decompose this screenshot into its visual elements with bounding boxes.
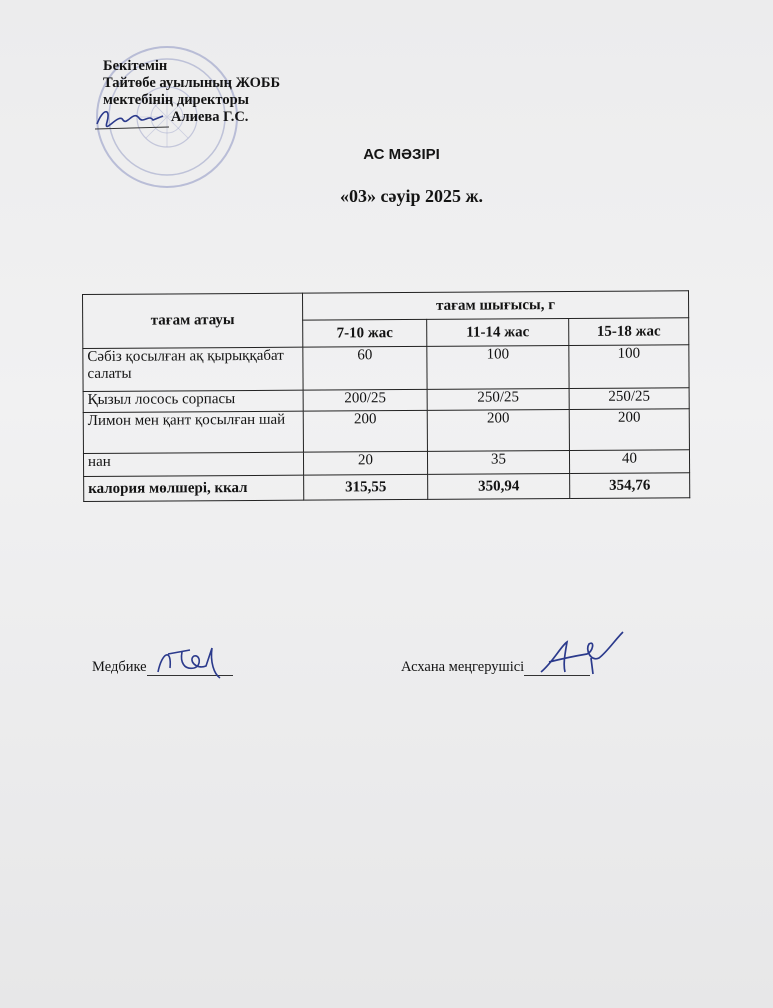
table-row xyxy=(83,345,689,392)
value-cell: 250/25 xyxy=(427,389,569,411)
table-total-row xyxy=(84,473,690,502)
approval-line-3: мектебінің директоры xyxy=(103,92,249,108)
value-cell: 200/25 xyxy=(303,389,427,411)
total-value: 350,94 xyxy=(428,474,570,500)
value-cell: 200 xyxy=(303,410,427,452)
kitchen-signature xyxy=(535,628,635,680)
header-output: тағам шығысы, г xyxy=(302,291,688,320)
value-cell: 60 xyxy=(303,346,427,390)
menu-table xyxy=(82,290,690,502)
header-age-2: 11-14 жас xyxy=(427,319,569,347)
approval-line-1: Бекітемін xyxy=(103,58,168,74)
header-age-3: 15-18 жас xyxy=(569,318,689,346)
document-date: «03» сәуір 2025 ж. xyxy=(339,186,484,206)
value-cell: 20 xyxy=(303,451,427,475)
table-header-row xyxy=(83,291,689,322)
header-age-1: 7-10 жас xyxy=(303,319,427,347)
value-cell: 100 xyxy=(569,345,689,389)
total-label: калория мөлшері, ккал xyxy=(84,475,304,501)
kitchen-label: Асхана меңгерушісі xyxy=(401,659,525,675)
value-cell: 200 xyxy=(427,410,569,452)
director-signature xyxy=(93,104,173,134)
value-cell: 100 xyxy=(427,346,569,390)
total-value: 315,55 xyxy=(304,474,428,500)
approval-block xyxy=(103,58,280,109)
dish-name: Қызыл лосось сорпасы xyxy=(83,390,303,412)
value-cell: 250/25 xyxy=(569,388,689,410)
document-title: АС МӘЗІРІ xyxy=(363,146,440,163)
dish-name: Сәбіз қосылған ақ қырыққабат салаты xyxy=(83,347,303,391)
total-value: 354,76 xyxy=(570,473,690,499)
value-cell: 200 xyxy=(569,409,689,451)
table-row xyxy=(83,409,689,454)
dish-name: нан xyxy=(83,452,303,476)
nurse-signature xyxy=(150,638,240,682)
value-cell: 40 xyxy=(569,450,689,474)
director-name: Алиева Г.С. xyxy=(171,109,249,125)
value-cell: 35 xyxy=(427,451,569,475)
dish-name: Лимон мен қант қосылған шай xyxy=(83,411,303,453)
nurse-label: Медбике xyxy=(92,659,147,675)
header-dish-name: тағам атауы xyxy=(83,293,303,348)
approval-line-2: Тайтөбе ауылының ЖОББ xyxy=(103,75,281,91)
